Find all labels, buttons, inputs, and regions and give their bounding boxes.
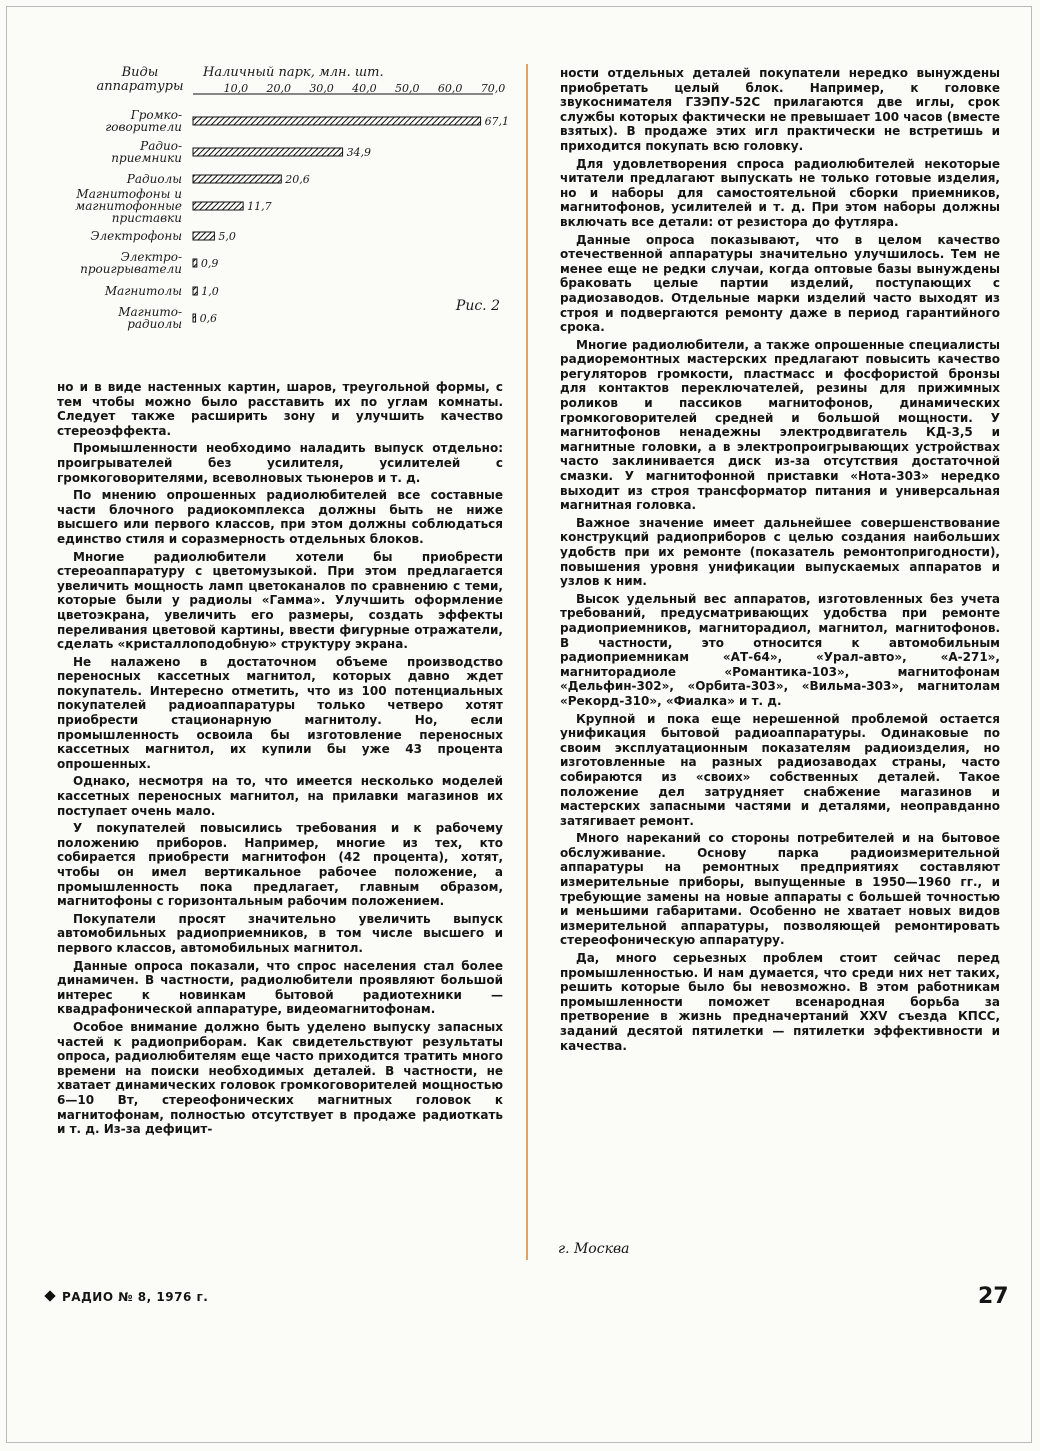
chart-category-label: Магнитофоны и магнитофонные приставки	[75, 187, 182, 225]
diamond-icon	[44, 1290, 55, 1301]
chart-value-labels	[200, 115, 510, 325]
paragraph: Однако, несмотря на то, что имеется несколько моделей кассетных переносных магнитол, на прилавки магазинов их поступает очень мало.	[57, 774, 503, 818]
paragraph: Данные опроса показали, что спрос населения стал более динамичен. В частности, радиолюбители проявляют большой интерес к новинкам бытовой радиотехники — квадрафонической аппаратуре, видеомагнитофонам.	[57, 958, 503, 1017]
paragraph: Многие радиолюбители хотели бы приобрести стереоаппаратуру с цветомузыкой. При этом предлагается увеличить мощность ламп цветоканалов по сравнению с теми, которые были у радиолы «Гамма». Улучшить оформление цветоэкрана, увеличить его размеры, создать эффекты переливания цветовой картины, ввести фигурные отражатели, сделать «кристаллоподобную» структуру экрана.	[57, 549, 503, 652]
paragraph: Многие радиолюбители, а также опрошенные специалисты радиоремонтных мастерских предлагают повысить качество регуляторов громкости, пластмасс и фосфористой бронзы для контактов переключателей, резины для прижимных роликов и пассиков магнитофонов, динамических громкоговорителей средней и большой мощности. У магнитофонов ненадежны электродвигатель КД-3,5 и магнитные головки, а в электропроигрывающих устройствах часто заклинивается диск из-за отсутствия достаточной смазки. У магнитофонной приставки «Нота-303» нередко выходит из строя трансформатор питания и универсальная магнитная головка.	[560, 337, 1000, 513]
chart-xtick-label: 20,0	[266, 82, 291, 95]
column-divider	[526, 64, 528, 1260]
chart-xtick-label: 70,0	[480, 82, 506, 95]
chart-value-label: 67,1	[484, 115, 510, 128]
chart-xticks	[224, 82, 506, 95]
chart-xlabel: Наличный парк, млн. шт.	[203, 65, 384, 80]
paragraph: Данные опроса показывают, что в целом качество отечественной аппаратуры значительно улучшилось. Тем не менее еще не редки случаи, когда оптовые базы вынуждены браковать целые партии изделий, поступающих с радиозаводов. Отдельные марки изделий часто выходят из строя и подвергаются ремонту даже в период гарантийного срока.	[560, 232, 1000, 335]
paragraph: Не налажено в достаточном объеме производство переносных кассетных магнитол, которых давно ждет покупатель. Интересно отметить, что из 100 потенциальных покупателей радиоаппаратуры только четверо хотят приобрести стационарную магнитолу. Но, если промышленность освоила бы изготовление переносных кассетных магнитол, их купили бы уже 43 процента опрошенных.	[57, 654, 503, 771]
paragraph: Для удовлетворения спроса радиолюбителей некоторые читатели предлагают выпускать не только готовые изделия, но и наборы для самостоятельной сборки приемников, магнитофонов, усилителей и т. д. При этом наборы должны включать все детали: от резистора до футляра.	[560, 156, 1000, 229]
journal-name: РАДИО № 8, 1976 г.	[62, 1290, 209, 1304]
chart-bar	[193, 232, 214, 240]
paragraph: Важное значение имеет дальнейшее совершенствование конструкций радиоприборов с целью создания наибольших удобств при их ремонте (показатель ремонтопригодности), повышения уровня унификации выпускаемых аппаратов и узлов к ним.	[560, 515, 1000, 589]
chart-value-label: 5,0	[218, 230, 236, 243]
chart-bar	[193, 175, 281, 183]
paragraph: Особое внимание должно быть уделено выпуску запасных частей к радиоприборам. Как свидетельствуют результаты опроса, радиолюбителям еще часто приходится тратить много времени на поиски необходимых деталей. В частности, не хватает динамических головок громкоговорителей мощностью 6—10 Вт, стереофонических магнитных головок к магнитофонам, полностью отсутствует в продаже радиоткать и т. д. Из-за дефицит-	[57, 1019, 503, 1137]
chart-ylabel: Виды аппаратуры	[96, 65, 184, 94]
page-number: 27	[978, 1284, 1009, 1309]
paragraph: По мнению опрошенных радиолюбителей все составные части блочного радиокомплекса должны быть не ниже высшего или первого классов, при этом должны соблюдаться единство стиля и соразмерность отдельных блоков.	[57, 488, 503, 546]
chart-value-label: 0,6	[199, 312, 218, 325]
chart-bar	[193, 117, 481, 125]
paragraph: Крупной и пока еще нерешенной проблемой остается унификация бытовой радиоаппаратуры. Одинаковые по своим эксплуатационным показателям радиоизделия, но изготовленные на разных радиозаводах страны, часто собираются из «своих» собственных деталей. Такое положение дел затрудняет снабжение магазинов и мастерских запасными частями и деталями, неоправданно затягивает ремонт.	[560, 711, 1000, 828]
city-signature: г. Москва	[558, 1241, 630, 1257]
chart-xtick-label: 40,0	[352, 82, 377, 95]
bar-chart	[75, 60, 520, 350]
chart-xtick-label: 30,0	[309, 82, 334, 95]
chart-value-label: 0,9	[200, 257, 219, 270]
chart-category-label: Магнитолы	[104, 284, 182, 298]
chart-value-label: 1,0	[201, 285, 219, 298]
chart-xtick-label: 50,0	[395, 82, 420, 95]
chart-caption: Рис. 2	[455, 298, 500, 314]
paragraph: но и в виде настенных картин, шаров, треугольной формы, с тем чтобы можно было расставить их по углам комнаты. Следует также расширить зону и улучшить качество стереоэффекта.	[57, 380, 503, 438]
chart-category-label: Радио-приемники	[111, 139, 182, 165]
paragraph: Промышленности необходимо наладить выпуск отдельно: проигрывателей без усилителя, усилителей с громкоговорителями, всеволновых тьюнеров и т. д.	[57, 441, 503, 485]
chart-bars	[193, 117, 481, 322]
chart-bar	[193, 259, 197, 267]
chart-category-label: Электрофоны	[90, 229, 182, 243]
paragraph: Много нареканий со стороны потребителей и на бытовое обслуживание. Основу парка радиоизмерительной аппаратуры на ремонтных предприятиях составляют измерительные приборы, выпущенные в 1950—1960 гг., и требующие замены на новые аппараты с большей точностью и меньшими габаритами. Особенно не хватает новых видов измерительной аппаратуры, позволяющей ремонтировать стереофоническую аппаратуру.	[560, 831, 1000, 948]
chart-value-label: 34,9	[346, 146, 372, 159]
paragraph: Покупатели просят значительно увеличить выпуск автомобильных радиоприемников, в том числе высшего и первого классов, автомобильных магнитол.	[57, 911, 503, 955]
paragraph: Да, много серьезных проблем стоит сейчас перед промышленностью. И нам думается, что среди них нет таких, решить которые было бы невозможно. В этом работникам промышленности поможет всенародная борьба за претворение в жизнь предначертаний XXV съезда КПСС, заданий десятой пятилетки — пятилетки эффективности и качества.	[560, 951, 1000, 1053]
chart-bar	[193, 148, 343, 156]
chart-category-label: Радиолы	[126, 172, 182, 186]
chart-category-label: Магнито-радиолы	[118, 305, 182, 331]
chart-bar	[193, 287, 197, 295]
chart-value-label: 20,6	[285, 173, 310, 186]
chart-xtick-label: 60,0	[437, 82, 463, 95]
paragraph: У покупателей повысились требования и к рабочему положению приборов. Например, многие из тех, кто собирается приобрести магнитофон (42 процента), хотят, чтобы он имел вертикальное рабочее положение, а промышленность пока предлагает, главным образом, магнитофоны с горизонтальным рабочим положением.	[57, 821, 503, 909]
right-column	[560, 66, 1000, 1056]
footer	[46, 1290, 208, 1304]
left-column	[57, 380, 503, 1140]
chart-bar	[193, 314, 196, 322]
chart-xtick-label: 10,0	[223, 82, 249, 95]
chart-category-label: Электро-проигрыватели	[80, 250, 182, 276]
paragraph: Высок удельный вес аппаратов, изготовленных без учета требований, предусматривающих удобства при ремонте радиоприемников, магниторадиол, магнитол, магнитофонов. В частности, это относится к автомобильным радиоприемникам «АТ-64», «Урал-авто», «А-271», магниторадиоле «Романтика-103», магнитофонам «Дельфин-302», «Орбита-303», «Вильма-303», магнитолам «Рекорд-310», «Фиалка» и т. д.	[560, 591, 1000, 708]
chart-value-label: 11,7	[247, 200, 272, 213]
chart-bar	[193, 202, 243, 210]
paragraph: ности отдельных деталей покупатели нередко вынуждены приобретать целый блок. Например, к головке звукоснимателя ГЗЭПУ-52С прилагаются две иглы, срок службы которых фактически не превышает 100 часов (вместе взятых). В продаже этих игл практически не встретишь и приходится покупать всю головку.	[560, 66, 1000, 153]
chart-category-label: Громко-говорители	[105, 108, 182, 134]
